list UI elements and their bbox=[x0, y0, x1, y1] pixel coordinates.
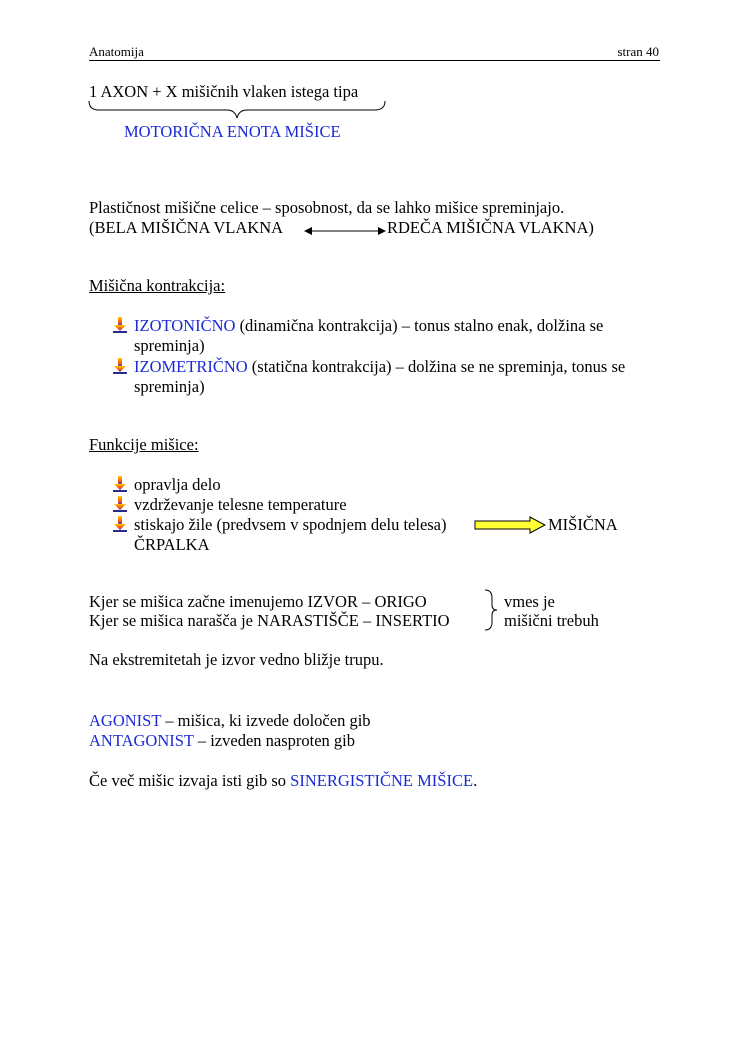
contraction-rest-2: (statična kontrakcija) – dolžina se ne spreminja, tonus se bbox=[247, 357, 626, 376]
arrow-bullet-icon bbox=[113, 358, 127, 374]
plasticity-left: (BELA MIŠIČNA VLAKNA bbox=[89, 218, 284, 237]
arrow-bullet-icon bbox=[113, 496, 127, 512]
contraction-rest-1: (dinamična kontrakcija) – tonus stalno enak, dolžina se bbox=[235, 316, 604, 335]
underbrace bbox=[87, 98, 387, 120]
contraction-item-1 bbox=[134, 316, 603, 335]
right-brace bbox=[482, 588, 500, 632]
header-rule bbox=[89, 60, 660, 61]
arrow-bullet-icon bbox=[113, 476, 127, 492]
function-item-3: stiskajo žile (predvsem v spodnjem delu telesa) bbox=[134, 515, 447, 534]
agonist-rest: – mišica, ki izvede določen gib bbox=[161, 711, 371, 730]
plasticity-line: Plastičnost mišične celice – sposobnost, da se lahko mišice spreminjajo. bbox=[89, 198, 565, 217]
double-arrow-icon bbox=[304, 225, 386, 237]
brace-note-2: mišični trebuh bbox=[504, 611, 599, 630]
synergy-post: . bbox=[473, 771, 478, 790]
contraction-cont-1: spreminja) bbox=[134, 336, 205, 355]
header-right: stran 40 bbox=[617, 44, 659, 59]
contraction-item-2 bbox=[134, 357, 625, 376]
header-left: Anatomija bbox=[89, 44, 144, 59]
motor-unit-line: 1 AXON + X mišičnih vlaken istega tipa bbox=[89, 82, 359, 101]
extremities-line: Na ekstremitetah je izvor vedno bližje trupu. bbox=[89, 650, 384, 669]
insertion-line: Kjer se mišica narašča je NARASTIŠČE – INSERTIO bbox=[89, 611, 450, 630]
antagonist-term: ANTAGONIST bbox=[89, 731, 194, 750]
brace-note-1: vmes je bbox=[504, 592, 555, 611]
agonist-term: AGONIST bbox=[89, 711, 162, 730]
arrow-bullet-icon bbox=[113, 516, 127, 532]
contraction-title: Mišična kontrakcija: bbox=[89, 276, 226, 295]
functions-title: Funkcije mišice: bbox=[89, 435, 199, 454]
contraction-term-1: IZOTONIČNO bbox=[134, 316, 236, 335]
pump-cont: ČRPALKA bbox=[134, 535, 210, 554]
motor-unit-label: MOTORIČNA ENOTA MIŠICE bbox=[124, 122, 341, 141]
antagonist-line bbox=[89, 731, 355, 750]
block-arrow-icon bbox=[474, 516, 546, 534]
contraction-term-2: IZOMETRIČNO bbox=[134, 357, 248, 376]
contraction-cont-2: spreminja) bbox=[134, 377, 205, 396]
function-item-2: vzdrževanje telesne temperature bbox=[134, 495, 347, 514]
synergy-pre: Če več mišic izvaja isti gib so bbox=[89, 771, 291, 790]
synergy-line bbox=[89, 771, 477, 790]
origin-line: Kjer se mišica začne imenujemo IZVOR – ORIGO bbox=[89, 592, 427, 611]
arrow-bullet-icon bbox=[113, 317, 127, 333]
antagonist-rest: – izveden nasproten gib bbox=[193, 731, 356, 750]
agonist-line bbox=[89, 711, 371, 730]
synergy-term: SINERGISTIČNE MIŠICE bbox=[290, 771, 474, 790]
pump-label: MIŠIČNA bbox=[548, 515, 618, 534]
plasticity-right: RDEČA MIŠIČNA VLAKNA) bbox=[387, 218, 594, 237]
function-item-1: opravlja delo bbox=[134, 475, 221, 494]
